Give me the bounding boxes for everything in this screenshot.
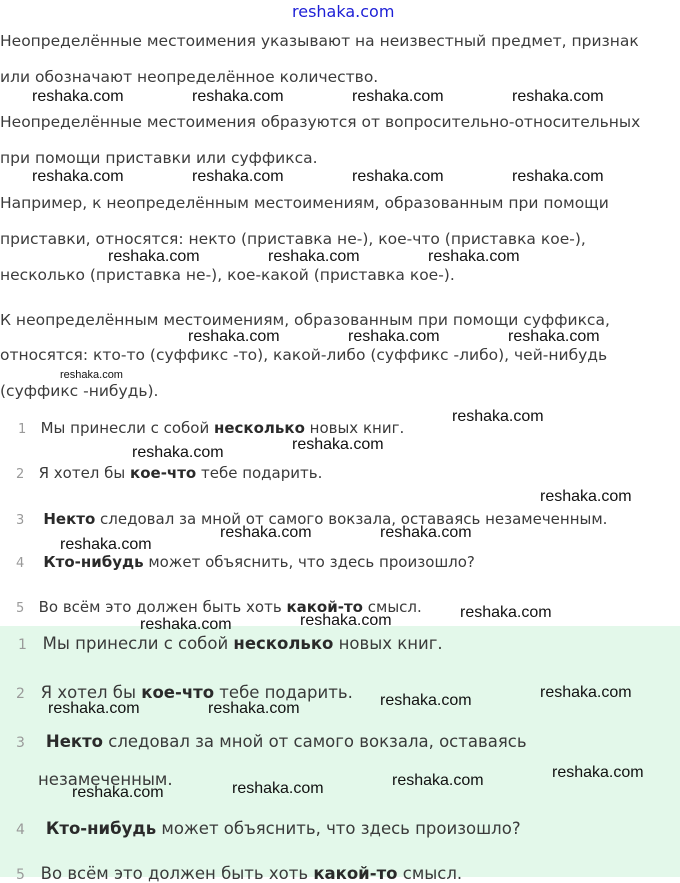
watermark: reshaka.com	[32, 168, 124, 185]
item-number: 5	[16, 601, 25, 616]
watermark: reshaka.com	[352, 168, 444, 185]
item-bold-word: какой-то	[313, 864, 398, 883]
watermark: reshaka.com	[380, 524, 472, 541]
item-text: следовал за мной от самого вокзала, оставаясь незамеченным.	[95, 510, 608, 528]
watermark: reshaka.com	[192, 88, 284, 105]
item-text: новых книг.	[304, 419, 405, 437]
sentence-item	[16, 553, 475, 571]
watermark: reshaka.com	[60, 369, 123, 381]
paragraph-line: относятся: кто-то (суффикс -то), какой-либо (суффикс -либо), чей-нибудь	[0, 346, 608, 364]
watermark: reshaka.com	[552, 764, 644, 781]
watermark: reshaka.com	[348, 328, 440, 345]
item-bold-word: несколько	[214, 419, 305, 437]
item-bold-word: кое-что	[130, 464, 197, 482]
item-text: следовал за мной от самого вокзала, оставаясь	[103, 732, 527, 751]
paragraph-line: приставки, относятся: некто (приставка не-), кое-что (приставка кое-),	[0, 230, 586, 248]
item-number: 2	[16, 686, 25, 702]
watermark: reshaka.com	[48, 700, 140, 717]
watermark: reshaka.com	[108, 248, 200, 265]
item-text: Во всём это должен быть хоть	[40, 864, 314, 883]
item-bold-word: Кто-нибудь	[43, 553, 144, 571]
watermark: reshaka.com	[392, 772, 484, 789]
item-text: может объяснить, что здесь произошло?	[156, 819, 521, 838]
item-number: 3	[16, 513, 25, 528]
paragraph-line: несколько (приставка не-), кое-какой (приставка кое-).	[0, 266, 455, 284]
item-text: Мы принесли с собой	[40, 419, 214, 437]
paragraph-line: при помощи приставки или суффикса.	[0, 149, 318, 167]
watermark: reshaka.com	[132, 444, 224, 461]
item-text: Я хотел бы	[40, 683, 142, 702]
paragraph-line: Неопределённые местоимения образуются от вопросительно-относительных	[0, 113, 641, 131]
item-bold-word: несколько	[233, 634, 334, 653]
item-text: смысл.	[362, 598, 422, 616]
item-number: 1	[18, 422, 27, 437]
watermark: reshaka.com	[512, 88, 604, 105]
item-number: 3	[16, 735, 25, 751]
item-text: новых книг.	[333, 634, 443, 653]
watermark: reshaka.com	[268, 248, 360, 265]
watermark: reshaka.com	[452, 408, 544, 425]
answer-item	[16, 864, 462, 883]
watermark: reshaka.com	[220, 524, 312, 541]
paragraph-line: (суффикс -нибудь).	[0, 382, 159, 400]
watermark: reshaka.com	[72, 784, 164, 801]
answer-item-continuation: незамеченным.	[38, 770, 173, 789]
watermark: reshaka.com	[192, 168, 284, 185]
item-text: тебе подарить.	[214, 683, 353, 702]
item-bold-word: кое-что	[141, 683, 215, 702]
watermark: reshaka.com	[460, 604, 552, 621]
item-text: смысл.	[397, 864, 463, 883]
watermark: reshaka.com	[292, 436, 384, 453]
sentence-item	[16, 510, 607, 528]
watermark: reshaka.com	[508, 328, 600, 345]
item-text: Во всём это должен быть хоть	[38, 598, 287, 616]
watermark: reshaka.com	[188, 328, 280, 345]
item-bold-word: Кто-нибудь	[45, 819, 157, 838]
watermark: reshaka.com	[208, 700, 300, 717]
watermark: reshaka.com	[300, 612, 392, 629]
site-title[interactable]: reshaka.com	[292, 2, 395, 21]
watermark: reshaka.com	[232, 780, 324, 797]
item-bold-word: какой-то	[286, 598, 363, 616]
sentence-item	[16, 464, 322, 482]
item-number: 4	[16, 822, 25, 838]
answer-panel	[0, 626, 680, 877]
watermark: reshaka.com	[540, 488, 632, 505]
watermark: reshaka.com	[512, 168, 604, 185]
item-text: может объяснить, что здесь произошло?	[143, 553, 475, 571]
answer-item	[18, 634, 443, 653]
watermark: reshaka.com	[140, 616, 232, 633]
watermark: reshaka.com	[32, 88, 124, 105]
paragraph-line: или обозначают неопределённое количество.	[0, 68, 379, 86]
item-number: 2	[16, 467, 25, 482]
item-text: Я хотел бы	[38, 464, 131, 482]
item-bold-word: Некто	[43, 510, 96, 528]
watermark: reshaka.com	[352, 88, 444, 105]
sentence-item	[18, 419, 404, 437]
item-number: 4	[16, 556, 25, 571]
watermark: reshaka.com	[540, 684, 632, 701]
item-number: 1	[18, 637, 27, 653]
watermark: reshaka.com	[428, 248, 520, 265]
paragraph-line: Неопределённые местоимения указывают на неизвестный предмет, признак	[0, 32, 639, 50]
watermark: reshaka.com	[60, 536, 152, 553]
paragraph-line: К неопределённым местоимениям, образованным при помощи суффикса,	[0, 311, 610, 329]
item-text: тебе подарить.	[196, 464, 323, 482]
item-number: 5	[16, 867, 25, 883]
watermark: reshaka.com	[380, 692, 472, 709]
paragraph-line: Например, к неопределённым местоимениям, образованным при помощи	[0, 194, 609, 212]
item-text: Мы принесли с собой	[42, 634, 234, 653]
answer-item	[16, 732, 527, 751]
answer-item	[16, 819, 521, 838]
item-bold-word: Некто	[45, 732, 104, 751]
